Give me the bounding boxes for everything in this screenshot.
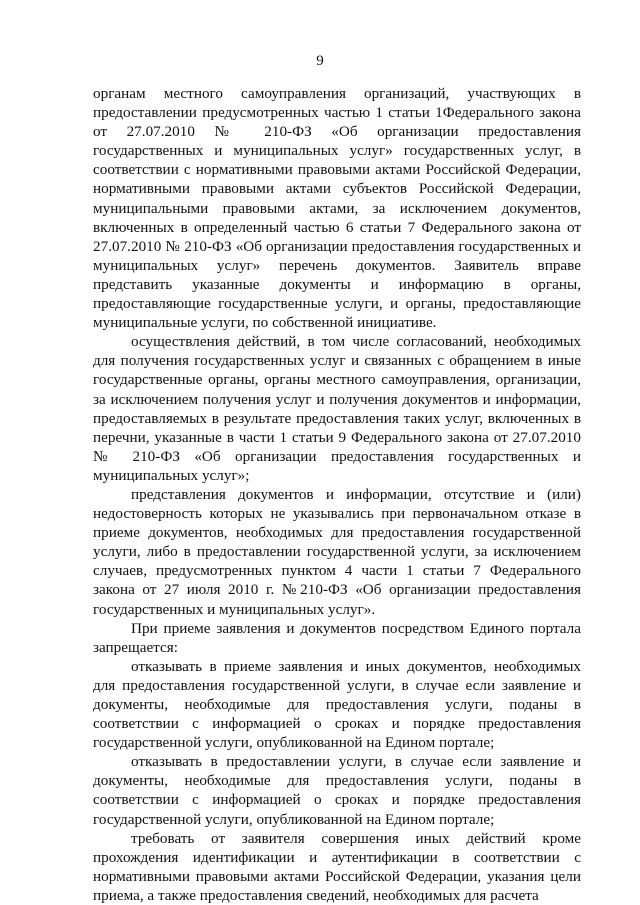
document-body bbox=[93, 84, 581, 905]
paragraph-3: представления документов и информации, отсутствие и (или) недостоверность которых не указывались при первоначальном отказе в приеме документов, необходимых для предоставления государственной услуги, либо в предоставлении государственной услуги, за исключением случаев, предусмотренных пунктом 4 части 1 статьи 7 Федерального закона от 27 июля 2010 г. №210-ФЗ «Об организации предоставления государственных и муниципальных услуг». bbox=[93, 485, 581, 618]
paragraph-2: осуществления действий, в том числе согласований, необходимых для получения государственных услуг и связанных с обращением в иные государственные органы, органы местного самоуправления, организации, за исключением получения услуг и получения документов и информации, предоставляемых в результате предоставления таких услуг, включенных в перечни, указанные в части 1 статьи 9 Федерального закона от 27.07.2010 № 210-ФЗ «Об организации предоставления государственных и муниципальных услуг»; bbox=[93, 333, 581, 484]
paragraph-6: отказывать в предоставлении услуги, в случае если заявление и документы, необходимые для предоставления услуги, поданы в соответствии с информацией о сроках и порядке предоставления государственной услуги, опубликованной на Едином портале; bbox=[93, 753, 581, 828]
paragraph-7: требовать от заявителя совершения иных действий кроме прохождения идентификации и аутентификации в соответствии с нормативными правовыми актами Российской Федерации, указания цели приема, а также предоставления сведений, необходимых для расчета bbox=[93, 829, 581, 904]
paragraph-5: отказывать в приеме заявления и иных документов, необходимых для предоставления государственной услуги, в случае если заявление и документы, необходимые для предоставления услуги, поданы в соответствии с информацией о сроках и порядке предоставления государственной услуги, опубликованной на Едином портале; bbox=[93, 657, 581, 752]
paragraph-1: органам местного самоуправления организаций, участвующих в предоставлении предусмотренных частью 1 статьи 1Федерального закона от 27.07.2010 № 210-ФЗ «Об организации предоставления государственных и муниципальных услуг» государственных услуг, в соответствии с нормативными правовыми актами Российской Федерации, нормативными правовыми актами субъектов Российской Федерации, муниципальными правовыми актами, за исключением документов, включенных в определенный частью 6 статьи 7 Федерального закона от 27.07.2010 № 210-ФЗ «Об организации предоставления государственных и муниципальных услуг» перечень документов. Заявитель вправе представить указанные документы и информацию в органы, предоставляющие государственные услуги, и органы, предоставляющие муниципальные услуги, по собственной инициативе. bbox=[93, 85, 581, 332]
page-number: 9 bbox=[316, 53, 324, 69]
paragraph-4: При приеме заявления и документов посредством Единого портала запрещается: bbox=[93, 619, 581, 656]
